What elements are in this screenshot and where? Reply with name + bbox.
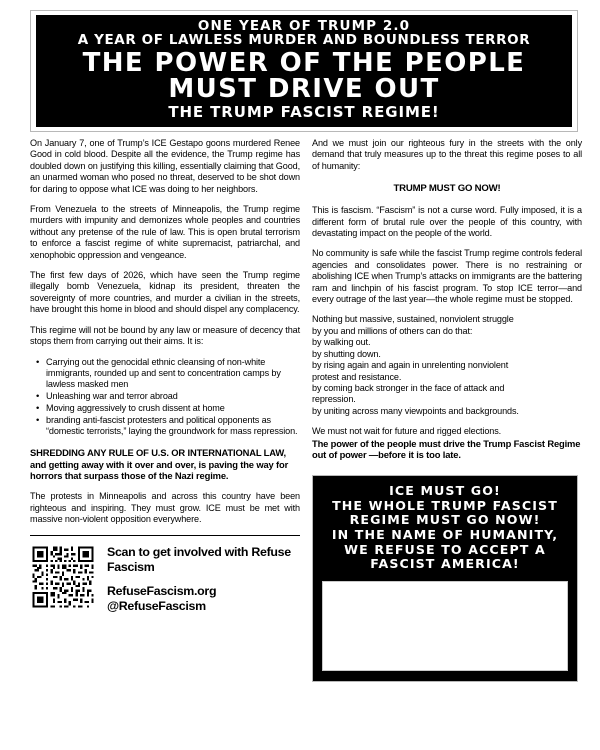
struggle-line: by shutting down. — [312, 348, 381, 359]
struggle-line: by uniting across many viewpoints and backgrounds. — [312, 405, 519, 416]
website-link[interactable]: RefuseFascism.org — [107, 584, 217, 599]
elections-statement: We must not wait for future and rigged elections. — [312, 426, 502, 437]
qr-code-svg — [30, 544, 96, 610]
struggle-line: by coming back stronger in the face of attack and — [312, 382, 505, 393]
paragraph-no-law-intro: This regime will not be bound by any law or measure of decency that stops them from carrying out their aims. It is: — [30, 324, 300, 347]
left-column — [30, 138, 300, 613]
qr-code-icon[interactable] — [30, 544, 96, 610]
header-line-2: A YEAR OF LAWLESS MURDER AND BOUNDLESS TERROR — [77, 31, 531, 48]
header-line-4: MUST DRIVE OUT — [168, 74, 440, 105]
footer-divider — [30, 535, 300, 536]
struggle-line: Nothing but massive, sustained, nonviolent struggle — [312, 314, 514, 325]
list-item: • Moving aggressively to crush dissent at home — [46, 403, 300, 414]
shredding-law-statement: SHREDDING ANY RULE OF U.S. OR INTERNATIONAL LAW, and getting away with it over and over, is paving the way for horrors that surpass those of the Nazi regime. — [30, 446, 289, 482]
struggle-line: protest and resistance. — [312, 371, 402, 382]
body-columns — [0, 138, 600, 750]
regime-crimes-list — [30, 357, 300, 438]
final-call-statement: The power of the people must drive the Trump Fascist Regime out of power —before it is too late. — [312, 437, 581, 461]
demand-headline: TRUMP MUST GO NOW! — [393, 183, 501, 195]
list-item: • Unleashing war and terror abroad — [46, 391, 300, 402]
footer-contact-text — [107, 544, 300, 613]
struggle-line: by walking out. — [312, 337, 371, 348]
poster-line-1: ICE MUST GO! — [389, 483, 501, 499]
footer-qr-row — [30, 544, 300, 613]
paragraph-righteous-fury: And we must join our righteous fury in the streets with the only demand that truly measures up to the threat this regime poses to all of humanity: — [312, 138, 582, 171]
paragraph-this-is-fascism: This is fascism. “Fascism” is not a curse word. Fully imposed, it is a different form of brutal rule over the people of this country, with devastating impact on the people of the world. — [312, 205, 582, 239]
poster-blank-area — [322, 581, 568, 671]
header-banner — [36, 15, 572, 127]
list-item: • Carrying out the genocidal ethnic cleansing of non-white immigrants, rounded up and sent to concentration camps by lawless masked men — [46, 357, 300, 391]
paragraph-no-community-safe: No community is safe while the fascist Trump regime controls federal agencies and consolidates power. There is no restraining or abolishing ICE when Trump’s attacks on immigrants are the battering ram and linchpin of his fascist program. To stop ICE terror—and every outrage of the last year—the whole regime must be stopped. — [312, 248, 582, 305]
poster-line-3: REGIME MUST GO NOW! — [349, 512, 541, 528]
header-line-5: THE TRUMP FASCIST REGIME! — [168, 102, 440, 121]
social-handle[interactable]: @RefuseFascism — [107, 598, 206, 613]
struggle-line: by rising again and again in unrelenting nonviolent — [312, 360, 509, 371]
paragraph-protests-closing: The protests in Minneapolis and across this country have been righteous and inspiring. They must grow. ICE must be met with massive non-violent opposition everywhere. — [30, 491, 300, 525]
poster-line-4: IN THE NAME OF HUMANITY, — [331, 526, 559, 542]
scan-instruction: Scan to get involved with Refuse Fascism — [107, 545, 291, 574]
header-line-1: ONE YEAR OF TRUMP 2.0 — [197, 18, 411, 35]
header-line-3: THE POWER OF THE PEOPLE — [82, 47, 526, 78]
paragraph-first-days-2026: The first few days of 2026, which have seen the Trump regime illegally bomb Venezuela, kidnap its president, threaten the sovereignty of more countries, and murder a civilian in the streets, have brought this home in blood and should dispel any complacency. — [30, 270, 300, 315]
poster-box — [312, 475, 578, 682]
nonviolent-struggle-list — [312, 314, 582, 417]
contact-links — [107, 584, 300, 613]
struggle-line: repression. — [312, 394, 356, 405]
paragraph-venezuela-minneapolis: From Venezuela to the streets of Minneapolis, the Trump regime murders with impunity and demonizes whole peoples and countries without any pretense of the rule of law. This is open brutal terrorism to enforce a fascist regime of white supremacist, patriarchal, and xenophobic oppression and vengeance. — [30, 204, 300, 260]
right-column — [312, 138, 582, 682]
poster-line-2: THE WHOLE TRUMP FASCIST — [332, 497, 558, 513]
paragraph-renee-good: On January 7, one of Trump’s ICE Gestapo goons murdered Renee Good in cold blood. Despite all the evidence, the Trump regime has doubled down on justifying this killing, essentially claiming that Good, an unarmed woman who posed no threat, deserved to be shot down for daring to oppose what ICE was doing to her neighbors. — [30, 138, 300, 194]
struggle-line: by you and millions of others can do that: — [312, 325, 473, 336]
poster-line-6: FASCIST AMERICA! — [370, 556, 520, 572]
poster-line-5: WE REFUSE TO ACCEPT A — [344, 541, 546, 557]
list-item: • branding anti-fascist protesters and political opponents as “domestic terrorists,” laying the groundwork for mass repression. — [46, 415, 300, 438]
